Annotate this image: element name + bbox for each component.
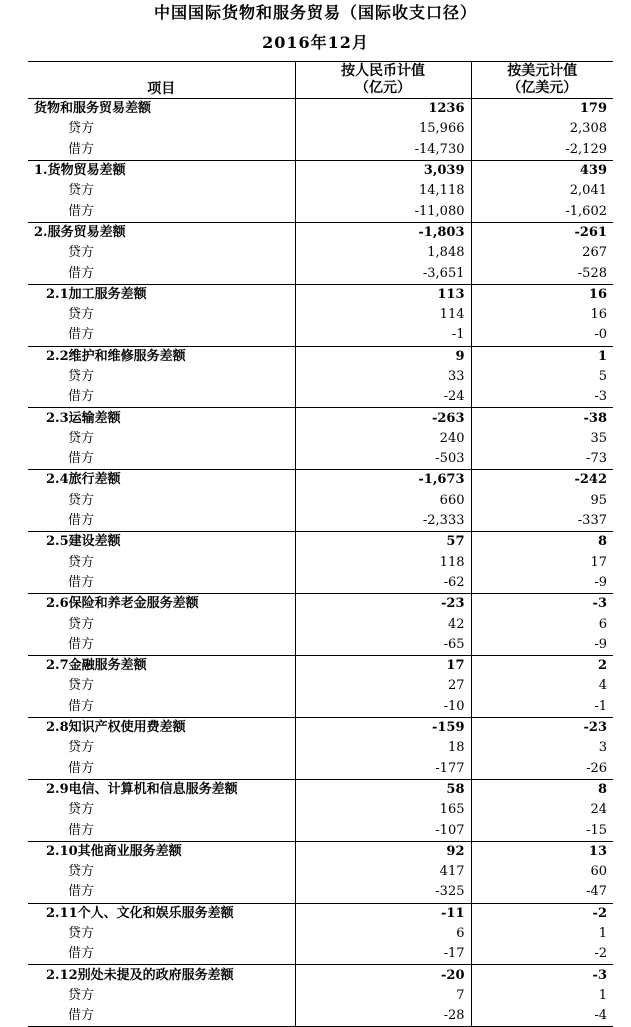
debit-row [28, 201, 613, 222]
row-label: 1.货物贸易差额 [28, 160, 295, 181]
row-label: 借方 [68, 760, 95, 776]
row-label: 贷方 [68, 307, 95, 323]
row-label: 贷方 [68, 740, 95, 756]
row-label: 贷方 [68, 492, 95, 508]
row-label: 借方 [68, 574, 95, 590]
rmb-value: 7 [295, 986, 471, 1006]
rmb-value: 417 [295, 862, 471, 882]
usd-value: -2 [471, 903, 613, 924]
usd-value: -1 [471, 697, 613, 718]
rmb-value: 14,118 [295, 181, 471, 201]
row-label: 借方 [68, 203, 95, 219]
usd-value: -337 [471, 511, 613, 532]
usd-value: 17 [471, 553, 613, 573]
row-label: 贷方 [68, 369, 95, 384]
row-label: 借方 [68, 884, 95, 900]
row-label: 借方 [68, 513, 95, 529]
rmb-value: -17 [295, 944, 471, 965]
row-label: 贷方 [68, 430, 95, 446]
rmb-value: -263 [295, 408, 471, 429]
usd-value: -47 [471, 882, 613, 903]
rmb-value: -23 [295, 594, 471, 615]
usd-value: 35 [471, 429, 613, 449]
header-usd-line2: （亿美元） [507, 80, 578, 96]
rmb-value: 113 [295, 284, 471, 305]
usd-value: -2,129 [471, 140, 613, 161]
debit-row [28, 140, 613, 161]
header-usd [471, 62, 613, 99]
balance-row [28, 594, 613, 615]
row-label: 贷方 [68, 245, 95, 261]
usd-value: 8 [471, 779, 613, 800]
usd-value: -242 [471, 470, 613, 491]
header-rmb-line2: （亿元） [355, 80, 411, 96]
debit-row [28, 820, 613, 841]
balance-row [28, 222, 613, 243]
usd-value: 5 [471, 367, 613, 387]
usd-value: -0 [471, 325, 613, 346]
usd-value: -261 [471, 222, 613, 243]
usd-value: 2,308 [471, 119, 613, 139]
credit-row [28, 738, 613, 758]
row-label: 贷方 [68, 554, 95, 570]
rmb-value: -503 [295, 449, 471, 470]
usd-value: 1 [471, 924, 613, 944]
row-label: 贷方 [68, 802, 95, 818]
usd-value: 6 [471, 614, 613, 634]
usd-value: 439 [471, 160, 613, 181]
row-label: 借方 [68, 265, 95, 281]
table-header-row [28, 62, 613, 99]
rmb-value: 92 [295, 841, 471, 862]
header-rmb [295, 62, 471, 99]
usd-value: -1,602 [471, 201, 613, 222]
credit-row [28, 429, 613, 449]
debit-row [28, 511, 613, 532]
rmb-value: 42 [295, 614, 471, 634]
row-label: 货物和服务贸易差额 [34, 101, 152, 117]
rmb-value: -62 [295, 573, 471, 594]
rmb-value: -107 [295, 820, 471, 841]
usd-value: 3 [471, 738, 613, 758]
usd-value: -3 [471, 965, 613, 986]
usd-value: -9 [471, 635, 613, 656]
row-label: 借方 [68, 822, 95, 838]
usd-value: -3 [471, 387, 613, 408]
table-body [28, 99, 613, 1027]
rmb-value: 27 [295, 676, 471, 696]
balance-row [28, 346, 613, 367]
trade-table [28, 61, 613, 1027]
rmb-value: 6 [295, 924, 471, 944]
debit-row [28, 882, 613, 903]
row-label: 借方 [28, 1006, 295, 1027]
balance-row [28, 779, 613, 800]
page-title: 中国国际货物和服务贸易（国际收支口径） [153, 3, 477, 22]
balance-row [28, 532, 613, 553]
row-label: 借方 [68, 946, 95, 962]
rmb-value: -10 [295, 697, 471, 718]
usd-value: 267 [471, 243, 613, 263]
usd-value: 179 [471, 99, 613, 120]
header-rmb-line1: 按人民币计值 [341, 63, 425, 79]
usd-value: -3 [471, 594, 613, 615]
balance-row [28, 284, 613, 305]
debit-row [28, 944, 613, 965]
row-label: 2.3运输差额 [28, 408, 295, 429]
debit-row [28, 325, 613, 346]
row-label: 借方 [68, 451, 95, 467]
usd-value: -26 [471, 759, 613, 780]
usd-value: 2 [471, 656, 613, 677]
rmb-value: -1,803 [295, 222, 471, 243]
row-label: 借方 [68, 636, 95, 652]
rmb-value: 58 [295, 779, 471, 800]
debit-row [28, 635, 613, 656]
row-label: 借方 [68, 698, 95, 714]
rmb-value: 18 [295, 738, 471, 758]
row-label: 2.服务贸易差额 [28, 222, 295, 243]
credit-row [28, 181, 613, 201]
credit-row [28, 119, 613, 139]
row-label: 2.11个人、文化和娱乐服务差额 [28, 903, 295, 924]
credit-row [28, 862, 613, 882]
rmb-value: 114 [295, 305, 471, 325]
credit-row [28, 676, 613, 696]
credit-row [28, 367, 613, 387]
rmb-value: -325 [295, 882, 471, 903]
rmb-value: -11 [295, 903, 471, 924]
balance-row [28, 656, 613, 677]
row-label: 2.7金融服务差额 [28, 656, 295, 677]
rmb-value: -11,080 [295, 201, 471, 222]
usd-value: -38 [471, 408, 613, 429]
debit-row [28, 1006, 613, 1027]
rmb-value: -20 [295, 965, 471, 986]
usd-value: -2 [471, 944, 613, 965]
balance-row [28, 408, 613, 429]
debit-row [28, 759, 613, 780]
usd-value: 95 [471, 491, 613, 511]
rmb-value: 3,039 [295, 160, 471, 181]
balance-row [28, 470, 613, 491]
usd-value: -4 [471, 1006, 613, 1027]
usd-value: 1 [471, 986, 613, 1006]
credit-row [28, 614, 613, 634]
rmb-value: 165 [295, 800, 471, 820]
usd-value: -528 [471, 263, 613, 284]
debit-row [28, 263, 613, 284]
row-label: 贷方 [68, 616, 95, 632]
credit-row [28, 243, 613, 263]
rmb-value: 1236 [295, 99, 471, 120]
usd-value: 4 [471, 676, 613, 696]
header-usd-line1: 按美元计值 [507, 63, 578, 79]
credit-row [28, 491, 613, 511]
row-label: 2.1加工服务差额 [28, 284, 295, 305]
row-label: 2.5建设差额 [28, 532, 295, 553]
rmb-value: -28 [295, 1006, 471, 1027]
usd-value: -15 [471, 820, 613, 841]
row-label: 贷方 [68, 183, 95, 199]
row-label: 2.6保险和养老金服务差额 [28, 594, 295, 615]
header-item: 项目 [28, 62, 295, 99]
row-label: 贷方 [68, 121, 95, 137]
rmb-value: -3,651 [295, 263, 471, 284]
balance-row [28, 717, 613, 738]
rmb-value: 15,966 [295, 119, 471, 139]
rmb-value: 17 [295, 656, 471, 677]
row-label: 贷方 [68, 864, 95, 880]
credit-row [28, 800, 613, 820]
balance-row [28, 965, 613, 986]
usd-value: 16 [471, 305, 613, 325]
rmb-value: -1 [295, 325, 471, 346]
rmb-value: -14,730 [295, 140, 471, 161]
balance-row [28, 99, 613, 120]
rmb-value: -1,673 [295, 470, 471, 491]
rmb-value: 118 [295, 553, 471, 573]
row-label: 2.8知识产权使用费差额 [28, 717, 295, 738]
rmb-value: -2,333 [295, 511, 471, 532]
usd-value: 2,041 [471, 181, 613, 201]
usd-value: 16 [471, 284, 613, 305]
credit-row [28, 305, 613, 325]
credit-row [28, 924, 613, 944]
rmb-value: -65 [295, 635, 471, 656]
usd-value: -9 [471, 573, 613, 594]
rmb-value: -177 [295, 759, 471, 780]
debit-row [28, 387, 613, 408]
credit-row [28, 553, 613, 573]
row-label: 2.9电信、计算机和信息服务差额 [28, 779, 295, 800]
row-label: 2.12别处未提及的政府服务差额 [28, 965, 295, 986]
balance-row [28, 903, 613, 924]
rmb-value: -24 [295, 387, 471, 408]
balance-row [28, 841, 613, 862]
row-label: 贷方 [68, 678, 95, 694]
rmb-value: 240 [295, 429, 471, 449]
row-label: 贷方 [68, 987, 95, 1003]
debit-row [28, 573, 613, 594]
rmb-value: 33 [295, 367, 471, 387]
row-label: 2.4旅行差额 [28, 470, 295, 491]
usd-value: 1 [471, 346, 613, 367]
usd-value: 24 [471, 800, 613, 820]
row-label: 2.2维护和维修服务差额 [28, 346, 295, 367]
row-label: 借方 [68, 327, 95, 343]
balance-row [28, 160, 613, 181]
rmb-value: 57 [295, 532, 471, 553]
credit-row [28, 986, 613, 1006]
rmb-value: -159 [295, 717, 471, 738]
row-label: 2.10其他商业服务差额 [28, 841, 295, 862]
rmb-value: 9 [295, 346, 471, 367]
usd-value: 8 [471, 532, 613, 553]
usd-value: -23 [471, 717, 613, 738]
usd-value: 60 [471, 862, 613, 882]
debit-row [28, 697, 613, 718]
rmb-value: 1,848 [295, 243, 471, 263]
row-label: 借方 [68, 389, 95, 405]
usd-value: -73 [471, 449, 613, 470]
debit-row [28, 449, 613, 470]
rmb-value: 660 [295, 491, 471, 511]
page-subtitle: 2016年12月 [262, 33, 369, 52]
row-label: 借方 [68, 141, 95, 157]
row-label: 贷方 [68, 926, 95, 942]
usd-value: 13 [471, 841, 613, 862]
